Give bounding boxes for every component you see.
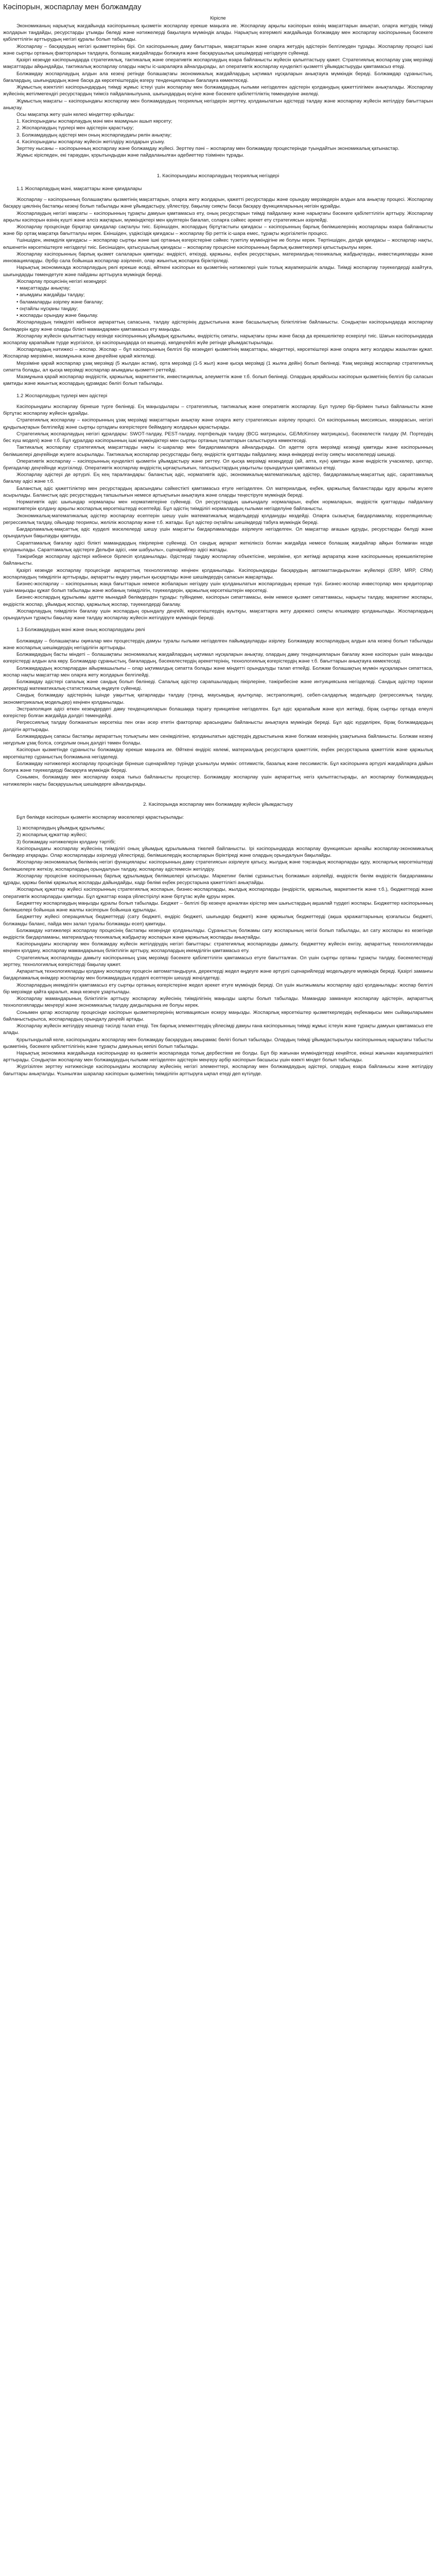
paragraph: Болжамдау нәтижелері жоспарлау процесінің бастапқы кезеңінде қолданылады. Сұраныстың болжамы сату жоспарының негізі болып табылады, ал сату жоспары өз кезегінде өндірістік бағдарламаны, материалдық-техникалық жабдықтау жоспарын және қаржылық жоспарды анықтайды. xyxy=(3,927,433,940)
paragraph: Мерзіміне қарай жоспарлар ұзақ мерзімді (5 жылдан астам), орта мерзімді (1-5 жыл) және қысқа мерзімді (1 жылға дейін) болып бөлінеді. Ұзақ мерзімді жоспарлар стратегиялық сипатта болады, ал қысқа мерзімді жоспарлар ағымдағы қызметті реттейді. xyxy=(3,360,433,373)
paragraph: Жоспарлық құжаттар жүйесі кәсіпорынның стратегиялық жоспарын, бизнес-жоспарларды, жылдық жоспарларды (өндірістік, қаржылық, маркетингтік және т.б.), бюджеттерді және оперативтік жоспарларды қамтиды. Бұл құжаттар өзара үйлестірілуі және біртұтас жүйе құруы керек. xyxy=(3,887,433,900)
paragraph: Стратегиялық жоспарлауды дамыту кәсіпорынның ұзақ мерзімді бәсекеге қабілеттілігін қамтамасыз етуге бағытталған. Ол үшін сыртқы ортаны тұрақты талдау, бәсекелестерді зерттеу, технологиялық өзгерістерді бақылау қажет. xyxy=(3,955,433,968)
paragraph: Кәсіпорын қызметінде сұранысты болжамдау ерекше маңызға ие. Өйткені өндіріс көлемі, материалдық ресурстарға қажеттілік, еңбек ресурстарына қажеттілік және қаржылық көрсеткіштер сұраныстың болжамына негізделеді. xyxy=(3,747,433,760)
paragraph: Бизнес-жоспардың құрылымы әдетте мынадай бөлімдерден тұрады: түйіндеме, кәсіпорын сипаттамасы, өнім немесе қызмет сипаттамасы, нарықты талдау, маркетинг жоспары, өндірістік жоспар, ұйымдық жоспар, қаржылық жоспар, тәуекелдерді бағалау. xyxy=(3,595,433,607)
intro-heading: Кіріспе xyxy=(210,15,226,21)
paragraph: Осы мақсатқа жету үшін келесі міндеттер қойылды: xyxy=(16,111,135,117)
paragraph: Жоспарлау процесінің негізгі кезеңдері: xyxy=(16,278,107,284)
task-item: 4. Кәсіпорындағы жоспарлау жүйесін жетілдіру жолдарын ұсыну. xyxy=(16,139,165,145)
paragraph: Жоспарлау кәсіпорынның барлық қызмет салаларын қамтиды: өндірісті, өткізуді, қаржыны, еңбек ресурстарын, материалдық-техникалық жабдықтауды, инвестицияларды және инновацияларды. Әрбір сала бойынша жоспарлар әзірленіп, олар жиынтық жоспарға біріктіріледі. xyxy=(3,251,433,264)
paragraph: Ақпараттық технологияларды қолдану жоспарлау процесін автоматтандыруға, деректерді жедел өңдеуге және әртүрлі сценарийлерді модельдеуге мүмкіндік береді. Қазіргі заманғы бағдарламалық өнімдер жоспарлау мен болжамдаудың күрделі есептерін шешуді жеңілдетеді. xyxy=(3,969,433,981)
paragraph: Кәсіпорындағы жоспарлау жүйесінің тиімділігі оның ұйымдық құрылымына тікелей байланысты. Ірі кәсіпорындарда жоспарлау функциясын арнайы жоспарлау-экономикалық бөлімдер атқарады. Олар жоспарларды әзірлеуді үйлестіреді, бөлімшелердің жоспарларын біріктіреді және олардың орындалуын бақылайды. xyxy=(3,845,433,859)
paragraph: Жоспарлау – басқарудың негізгі қызметтерінің бірі. Ол кәсіпорынның даму бағыттарын, мақсаттарын және оларға жетудің әдістерін белгілеуден тұрады. Жоспарлау процесі ішкі және сыртқы ортаның факторларын талдауға, болашақ жағдайларды болжауға және басқарушылық шешімдерді негіздеуге сүйенеді. xyxy=(3,43,433,56)
paragraph: Бюджеттеу жоспарлаудың маңызды құралы болып табылады. Бюджет – белгілі бір кезеңге арналған кірістер мен шығыстардың ақшалай түрдегі жоспары. Бюджеттер кәсіпорынның бөлімшелері бойынша және жалпы кәсіпорын бойынша құрылады. xyxy=(3,900,433,913)
paragraph: Болжамдардың сапасы бастапқы ақпараттың толықтығы мен сенімділігіне, қолданылатын әдістердің дұрыстығына және болжам кезеңінің ұзақтығына байланысты. Болжам кезеңі неғұрлым ұзақ болса, соғұрлым оның дәлдігі төмен болады. xyxy=(3,733,433,747)
paragraph: Жоспарлаудың негізгі мақсаты – кәсіпорынның тұрақты дамуын қамтамасыз ету, оның ресурстарын тиімді пайдалану және нарықтағы бәсекеге қабілеттілігін арттыру. Жоспарлау арқылы кәсіпорын өзінің күшті және әлсіз жақтарын, мүмкіндіктері мен қауіптерін бағалап, соларға сәйкес әрекет ету стратегиясын әзірлейді. xyxy=(3,210,433,223)
paragraph: Жоспарлау-экономикалық бөлімнің негізгі функциялары: кәсіпорынның даму стратегиясын әзірлеуге қатысу, жылдық және тоқсандық жоспарларды құру, жоспарлық көрсеткіштерді бөлімшелерге жеткізу, жоспарлардың орындалуын талдау, жоспарлау әдістемесін жетілдіру. xyxy=(3,859,433,872)
paragraph: Жоспарлаудың нәтижесі – жоспар. Жоспар – бұл кәсіпорынның белгілі бір кезеңдегі қызметінің мақсаттары, міндеттері, көрсеткіштері және оларға жету жолдары жазылған құжат. Жоспарлар мерзіміне, мазмұнына және деңгейіне қарай жіктеледі. xyxy=(3,347,433,360)
intro-section xyxy=(3,23,433,159)
paragraph: Қазіргі кезеңде жоспарлау процесінде ақпараттық технологиялар кеңінен қолданылады. Кәсіпорындарды басқарудың автоматтандырылған жүйелері (ERP, MRP, CRM) жоспарлаудың тиімділігін арттырады, ақпаратты өңдеу уақытын қысқартады және шешімдердің сапасын жақсартады. xyxy=(3,567,433,580)
task-item: 3. Болжамдаудың әдістері мен оның жоспарлаудағы рөлін анықтау; xyxy=(16,132,172,138)
paragraph: Сонымен, болжамдау мен жоспарлау өзара тығыз байланысты процестер. Болжамдау жоспарлау үшін ақпараттық негіз қалыптастырады, ал жоспарлау болжамдардың нәтижелерін нақты басқарушылық шешімдерге айналдырады. xyxy=(3,774,433,787)
section-1-2 xyxy=(3,403,433,622)
paragraph: Жоспарлау әдістері де әртүрлі. Ең кең таралғандары: баланстық әдіс, нормативтік әдіс, экономикалық-математикалық әдістер, бағдарламалық-мақсаттық әдіс, сараптамалық бағалау әдісі және т.б. xyxy=(3,472,433,485)
task-item: 2. Жоспарлаудың түрлері мен әдістерін қарастыру; xyxy=(16,125,134,131)
bullet-item: • жоспарды орындау және бақылау. xyxy=(16,313,98,319)
paragraph: Жоспарлау процесінде бірқатар қағидалар сақталуы тиіс. Біріншіден, жоспардың біртұтастығы қағидасы – кәсіпорынның барлық бөлімшелерінің жоспарлары өзара байланысты және бір ортақ мақсатқа бағытталуы керек. Екіншіден, үздіксіздік қағидасы – жоспарлау бір реттік іс-шара емес, тұрақты жүргізілетін процесс. xyxy=(3,224,433,237)
paragraph: Үшіншіден, икемділік қағидасы – жоспарлар сыртқы және ішкі ортаның өзгерістеріне сәйкес түзетілу мүмкіндігіне ие болуы керек. Төртіншіден, дәлдік қағидасы – жоспарлар нақты, өлшенетін көрсеткіштерге негізделуі тиіс. Бесіншіден, қатысушылық қағидасы – жоспарлау процесіне кәсіпорынның барлық қызметкерлері қатыстырылуы керек. xyxy=(3,238,433,250)
paragraph: Кәсіпорындағы жоспарлау мен болжамдау жүйесін жетілдірудің негізгі бағыттары: стратегиялық жоспарлауды дамыту, бюджеттеу жүйесін енгізу, ақпараттық технологияларды кеңінен қолдану, жоспарлау мамандарының біліктілігін арттыру, жоспарлардың икемділігін қамтамасыз ету. xyxy=(3,941,433,954)
paragraph: Мазмұнына қарай жоспарлар өндірістік, қаржылық, маркетингтік, инвестициялық, әлеуметтік және т.б. болып бөлінеді. Олардың әрқайсысы кәсіпорын қызметінің белгілі бір саласын қамтиды және жиынтық жоспардың құрамдас бөлігі болып табылады. xyxy=(3,374,433,387)
paragraph: Тәжірибеде жоспарлау әдістері көбінесе бірлесіп қолданылады. Әдістерді таңдау жоспарлау объектісіне, мерзіміне, қол жетімді ақпаратқа және кәсіпорынның ерекшеліктеріне байланысты. xyxy=(3,554,433,567)
paragraph: Болжамдардың жоспарлардан айырмашылығы – олар ықтималдық сипатта болады және міндетті орындалуды талап етпейді. Болжам болашақтың мүмкін нұсқаларын сипаттаса, жоспар нақты мақсаттар мен оларға жету жолдарын белгілейді. xyxy=(3,665,433,678)
paragraph: Экстраполяция әдісі өткен кезеңдердегі даму тенденцияларын болашаққа тарату принципіне негізделген. Бұл әдіс қарапайым және қол жетімді, бірақ сыртқы ортада елеулі өзгерістер болған жағдайда дәлдігі төмендейді. xyxy=(3,706,433,719)
section-heading: 1.2 Жоспарлаудың түрлері мен әдістері xyxy=(16,393,108,399)
paragraph: Болжамдау нәтижелері жоспарлау процесінде бірнеше сценарийлер түрінде ұсынылуы мүмкін: оптимистік, базалық және пессимистік. Бұл кәсіпорынға әртүрлі жағдайларға дайын болуға және тәуекелдерді басқаруға мүмкіндік береді. xyxy=(3,760,433,774)
paragraph: Болжамдау жоспарлаудың алдын ала кезеңі ретінде болашақтағы экономикалық жағдайлардың ықтимал нұсқаларын анықтауға мүмкіндік береді. Болжамдар сұраныстың, бағалардың, шығындардың және басқа да көрсеткіштердің өзгеру тенденцияларын бағалауға көмектеседі. xyxy=(3,71,433,83)
paragraph: Жұмыстың мақсаты – кәсіпорындағы жоспарлау мен болжамдаудың теориялық негіздерін зерттеу, қолданылатын әдістерді талдау және жоспарлау жүйесін жетілдіру бағыттарын анықтау. xyxy=(3,98,433,111)
section-2-1 xyxy=(3,825,433,1077)
paragraph: Бюджеттеу жүйесі операциялық бюджеттерді (сату бюджеті, өндіріс бюджеті, шығындар бюджеті) және қаржылық бюджеттерді (ақша қаражаттарының қозғалысы бюджеті, болжамды баланс, пайда мен залал туралы болжамды есеп) қамтиды. xyxy=(3,914,433,927)
paragraph: Стратегиялық жоспарлаудың негізгі құралдары: SWOT-талдау, PEST-талдау, портфельдік талдау (BCG матрицасы, GE/McKinsey матрицасы), бәсекелестік талдау (М. Портердің бес күш моделі) және т.б. Бұл құралдар кәсіпорынның ішкі мүмкіндіктері мен сыртқы ортаның талаптарын салыстыруға көмектеседі. xyxy=(3,431,433,444)
paragraph: Зерттеу нысаны – кәсіпорынның жоспарлау және болжамдау жүйесі. Зерттеу пәні – жоспарлау мен болжамдау процестерінде туындайтын экономикалық қатынастар. xyxy=(16,146,399,152)
section-heading: 1.3 Болжамдаудың мәні және оның жоспарлаудағы рөлі xyxy=(16,627,145,633)
section-1-3 xyxy=(3,638,433,788)
bullet-item: • мақсаттарды анықтау; xyxy=(16,285,71,292)
paragraph: Нарықтық экономикада жоспарлаудың рөлі ерекше өседі, өйткені кәсіпорын өз қызметінің нәтижелері үшін толық жауапкершілік алады. Тиімді жоспарлау тәуекелдерді азайтуға, шығындарды төмендетуге және пайданы арттыруға мүмкіндік береді. xyxy=(3,265,433,278)
paragraph: Қорытындылай келе, кәсіпорындағы жоспарлау мен болжамдау басқарудың ажырамас бөлігі болып табылады. Олардың тиімді ұйымдастырылуы кәсіпорынның нарықтағы табысты қызметінің, бәсекеге қабілеттілігінің және тұрақты дамуының кепілі болып табылады. xyxy=(3,1037,433,1049)
paragraph: Сараптамалық бағалау әдісі білікті мамандардың пікірлеріне сүйенеді. Ол сандық ақпарат жеткіліксіз болған жағдайда немесе болашақ жағдайлар айқын болмаған кезде қолданылады. Сараптамалық әдістерге Дельфи әдісі, «ми шабуылы», сценарийлер әдісі жатады. xyxy=(3,540,433,553)
paragraph: Бизнес-жоспарлау – кәсіпорынның жаңа бағыттарын немесе жобаларын негіздеу үшін қолданылатын жоспарлаудың ерекше түрі. Бизнес-жоспар инвесторлар мен кредиторлар үшін маңызды құжат болып табылады және жобаның тиімділігін, тәуекелдерін, қаржылық көрсеткіштерін көрсетеді. xyxy=(3,581,433,594)
paragraph: Бағдарламалық-мақсаттық әдіс күрделі мәселелерді шешу үшін мақсатты бағдарламаларды әзірлеуге негізделген. Ол мақсаттар ағашын құруды, ресурстарды бөлуді және орындалуын бақылауды қамтиды. xyxy=(3,527,433,539)
paragraph: Жоспарлау – кәсіпорынның болашақтағы қызметінің мақсаттарын, оларға жету жолдарын, қажетті ресурстарды және орындау мерзімдерін алдын ала анықтау процесі. Жоспарлау басқару циклінің бастапқы кезеңі болып табылады және ұйымдастыру, үйлестіру, бақылау сияқты басқа басқару функцияларының негізін құрайды. xyxy=(3,197,433,210)
paragraph: Жоспарлау жүйесін қалыптастыру кезінде кәсіпорынның ұйымдық құрылымы, өндірістің сипаты, нарықтағы орны және басқа да ерекшеліктер ескерілуі тиіс. Шағын кәсіпорындарда жоспарлау қарапайым түрде жүргізілсе, ірі кәсіпорындарда ол кешенді, көпдеңгейлі жүйе ретінде ұйымдастырылады. xyxy=(3,333,433,346)
section-heading: Бұл бөлімде кәсіпорын қызметін жоспарлау мәселелері қарастырылады: xyxy=(16,815,184,820)
paragraph: Регрессиялық талдау болжанатын көрсеткіш пен оған әсер ететін факторлар арасындағы байланысты анықтауға мүмкіндік береді. Бұл әдіс күрделірек, бірақ болжамдардың дәлдігін арттырады. xyxy=(3,720,433,733)
paragraph: Жүргізілген зерттеу нәтижесінде кәсіпорындағы жоспарлау жүйесінің негізгі элементтері, жоспарлау мен болжамдаудың әдістері, олардың өзара байланысы және жетілдіру бағыттары анықталды. Ұсынылған шаралар кәсіпорын қызметінің тиімділігін арттыруға ықпал етеді деп күтілуде. xyxy=(3,1064,433,1077)
paragraph: Экономикалық-математикалық әдістер жоспарлау есептерін шешу үшін математикалық модельдерді қолдануды көздейді. Оларға сызықтық бағдарламалау, корреляциялық-регрессиялық талдау, ойындар теориясы, желілік жоспарлау және т.б. жатады. Бұл әдістер оңтайлы шешімдерді табуға мүмкіндік береді. xyxy=(3,513,433,526)
paragraph: Жоспарлау мамандарының біліктілігін арттыру жоспарлау жүйесінің тиімділігінің маңызды шарты болып табылады. Мамандар заманауи жоспарлау әдістерін, ақпараттық технологияларды меңгеруі және экономикалық талдау дағдыларына ие болуы керек. xyxy=(3,996,433,1009)
document-page xyxy=(0,0,436,1082)
bullet-item: • ағымдағы жағдайды талдау; xyxy=(16,292,85,298)
bullet-item: • оңтайлы нұсқаны таңдау; xyxy=(16,306,78,312)
paragraph: Жоспарлаудың тиімділігін бағалау үшін жоспардың орындалу деңгейі, көрсеткіштердің ауытқуы, мақсаттарға жету дәрежесі сияқты өлшемдер қолданылады. Жоспарлардың орындалуын тұрақты бақылау және талдау жоспарлау жүйесін жетілдіруге мүмкіндік береді. xyxy=(3,608,433,621)
paragraph: Болжамдаудың басты міндеті – болашақтағы экономикалық жағдайлардың ықтимал нұсқаларын анықтау, олардың даму тенденцияларын бағалау және кәсіпорын үшін маңызды өзгерістерді алдын ала көру. Болжамдар сұраныстың, бағалардың, бәсекелестердің әрекеттерінің, технологиялық өзгерістердің және т.б. бағыттарын анықтауға көмектеседі. xyxy=(3,652,433,665)
section-1-1 xyxy=(3,196,433,387)
paragraph: Жоспарлардың икемділігін қамтамасыз ету сыртқы ортаның өзгерістеріне жедел әрекет етуге мүмкіндік береді. Ол үшін жылжымалы жоспарлау әдісі қолданылады: жоспар белгілі бір мерзімде қайта қаралып, жаңа кезеңге ұзартылады. xyxy=(3,982,433,995)
chapter-heading: 2. Кәсіпорында жоспарлау мен болжамдау жүйесін ұйымдастыру xyxy=(143,801,293,807)
list-item: 2) жоспарлық құжаттар жүйесі; xyxy=(16,832,87,838)
bullet-item: • баламаларды әзірлеу және бағалау; xyxy=(16,299,103,305)
paragraph: Нарықтық экономика жағдайында кәсіпорындар өз қызметін жоспарлауда толық дербестікке ие болды. Бұл бір жағынан мүмкіндіктерді кеңейтсе, екінші жағынан жауапкершілікті арттырады. Сондықтан жоспарлау мен болжамдаудың ғылыми негізделген әдістерін меңгеру әрбір кәсіпорын басшысы үшін өзекті міндет болып табылады. xyxy=(3,1050,433,1063)
paragraph: Оперативтік жоспарлау – кәсіпорынның күнделікті қызметін ұйымдастыру және реттеу. Ол қысқа мерзімді кезеңдерді (ай, апта, күн) қамтиды және өндірістік учаскелер, цехтар, бригадалар деңгейінде жүргізіледі. Оперативтік жоспарлау өндірістің ырғақтылығын, тапсырыстардың уақытылы орындалуын қамтамасыз етеді. xyxy=(3,458,433,471)
page-title: Кәсіпорын, жоспарлау мен болжамдау xyxy=(3,3,142,11)
paragraph: Жоспарлаудың тиімділігі көбінесе ақпараттың сапасына, талдау әдістерінің дұрыстығына және басшылықтың біліктілігіне байланысты. Сондықтан кәсіпорындарда жоспарлау бөлімдерін құру және оларды білікті мамандармен қамтамасыз ету маңызды. xyxy=(3,319,433,332)
paragraph: Стратегиялық жоспарлау – кәсіпорынның ұзақ мерзімді мақсаттарын анықтау және оларға жету стратегиясын әзірлеу процесі. Ол кәсіпорынның миссиясын, көзқарасын, негізгі құндылықтарын белгілейді және сыртқы ортадағы өзгерістерге бейімделу жолдарын қарастырады. xyxy=(3,417,433,430)
paragraph: Болжамдау – болашақтағы оқиғалар мен процестердің дамуы туралы ғылыми негізделген пайымдауларды әзірлеу. Болжамдау жоспарлаудың алдын ала кезеңі болып табылады және жоспарлық шешімдердің негізділігін арттырады. xyxy=(3,638,433,651)
paragraph: Қазіргі кезеңде кәсіпорындарда стратегиялық, тактикалық және оперативтік жоспарлаудың өзара байланысты жүйесін қалыптастыру қажет. Стратегиялық жоспарлау ұзақ мерзімді мақсаттарды айқындайды, тактикалық жоспарлау оларды нақты іс-шараларға айналдырады, ал оперативтік жоспарлау күнделікті қызметті ұйымдастыруды қамтамасыз етеді. xyxy=(3,57,433,70)
paragraph: Сонымен қатар жоспарлау процесінде кәсіпорын қызметкерлерінің мотивациясын ескеру маңызды. Жоспарлық көрсеткіштер қызметкерлердің еңбекақысы мен сыйақыларымен байланыстырылса, жоспарлардың орындалу деңгейі артады. xyxy=(3,1009,433,1022)
paragraph: Нормативтік әдіс шығындар нормалары мен нормативтеріне сүйенеді. Ол ресурстардың шығындалу нормаларын, еңбек нормаларын, өндірістік қуаттарды пайдалану нормативтерін қолдану арқылы жоспарлық көрсеткіштерді есептейді. Бұл әдістің тиімділігі нормалардың ғылыми негізделуіне байланысты. xyxy=(3,499,433,512)
list-item: 3) болжамдау нәтижелерін қолдану тәртібі; xyxy=(16,839,116,845)
paragraph: Кәсіпорындағы жоспарлау бірнеше түрге бөлінеді. Ең маңыздылары – стратегиялық, тактикалық және оперативтік жоспарлау. Бұл түрлер бір-бірімен тығыз байланысты және біртұтас жоспарлау жүйесін құрайды. xyxy=(3,403,433,417)
list-item: 1) жоспарлаудың ұйымдық құрылымы; xyxy=(16,825,105,832)
paragraph: Жоспарлау процесіне кәсіпорынның барлық құрылымдық бөлімшелері қатысады. Маркетинг бөлімі сұраныстың болжамын әзірлейді, өндірістік бөлім өндірістік бағдарламаны құрады, қаржы бөлімі қаржылық жоспарды дайындайды, кадр бөлімі еңбек ресурстарына қажеттілікті анықтайды. xyxy=(3,873,433,886)
paragraph: Жоспарлау жүйесін жетілдіру кешенді тәсілді талап етеді. Тек барлық элементтердің үйлесімді дамуы ғана кәсіпорынның тиімді жұмыс істеуін және тұрақты дамуын қамтамасыз ете алады. xyxy=(3,1023,433,1036)
paragraph: Экономиканың нарықтық жағдайында кәсіпорынның қызметін жоспарлау ерекше маңызға ие. Жоспарлау арқылы кәсіпорын өзінің мақсаттарын анықтап, оларға жетудің тиімді жолдарын таңдайды, ресурстарды ұтымды бөледі және нәтижелерді бақылауға мүмкіндік алады. Нарықтың өзгермелі жағдайында болжамдау мен жоспарлау кәсіпорынның бәсекеге қабілеттілігін арттырудың негізгі құралы болып табылады. xyxy=(3,23,433,43)
chapter-heading: 1. Кәсіпорындағы жоспарлаудың теориялық негіздері xyxy=(156,173,280,179)
paragraph: Болжамдау әдістері сапалық және сандық болып бөлінеді. Сапалық әдістер сарапшылардың пікірлеріне, тәжірибесіне және интуициясына негізделеді. Сандық әдістер тарихи деректерді математикалық-статистикалық өңдеуге сүйенеді. xyxy=(3,679,433,692)
task-item: 1. Кәсіпорындағы жоспарлаудың мәні мен мазмұнын ашып көрсету; xyxy=(16,118,172,125)
section-heading: 1.1 Жоспарлаудың мәні, мақсаттары және қағидалары xyxy=(16,185,142,192)
paragraph: Сандық болжамдау әдістерінің ішінде уақыттық қатарларды талдау (тренд, маусымдық ауытқулар, экстраполяция), себеп-салдарлық модельдер (регрессиялық талдау, эконометрикалық модельдер) кеңінен қолданылады. xyxy=(3,692,433,705)
paragraph: Жұмыстың өзектілігі кәсіпорындардың тиімді жұмыс істеуі үшін жоспарлау мен болжамдаудың ғылыми негізделген әдістерін қолданудың қажеттілігімен анықталады. Жоспарлау жүйесінің жетілмегендігі ресурстардың тиімсіз пайдаланылуына, шығындардың өсуіне және бәсекеге қабілеттіліктің төмендеуіне әкеледі. xyxy=(3,84,433,97)
paragraph: Тактикалық жоспарлау стратегиялық мақсаттарды нақты іс-шаралар мен бағдарламаларға айналдырады. Ол әдетте орта мерзімді кезеңді қамтиды және кәсіпорынның бөлімшелері деңгейінде жүзеге асырылады. Тактикалық жоспарлар ресурстарды бөлу, өндірістік қуаттарды пайдалану, жаңа өнімдерді енгізу сияқты мәселелерді шешеді. xyxy=(3,445,433,457)
paragraph: Баланстық әдіс қажеттіліктер мен ресурстардың арасындағы сәйкестікті қамтамасыз етуге негізделген. Ол материалдық, еңбек, қаржылық баланстарды құру арқылы жүзеге асырылады. Баланстық әдіс ресурстардың тапшылығын немесе артықтығын анықтауға және оларды теңестіруге мүмкіндік береді. xyxy=(3,485,433,498)
paragraph: Жұмыс кіріспеден, екі тараудан, қорытындыдан және пайдаланылған әдебиеттер тізімінен тұрады. xyxy=(16,152,245,159)
